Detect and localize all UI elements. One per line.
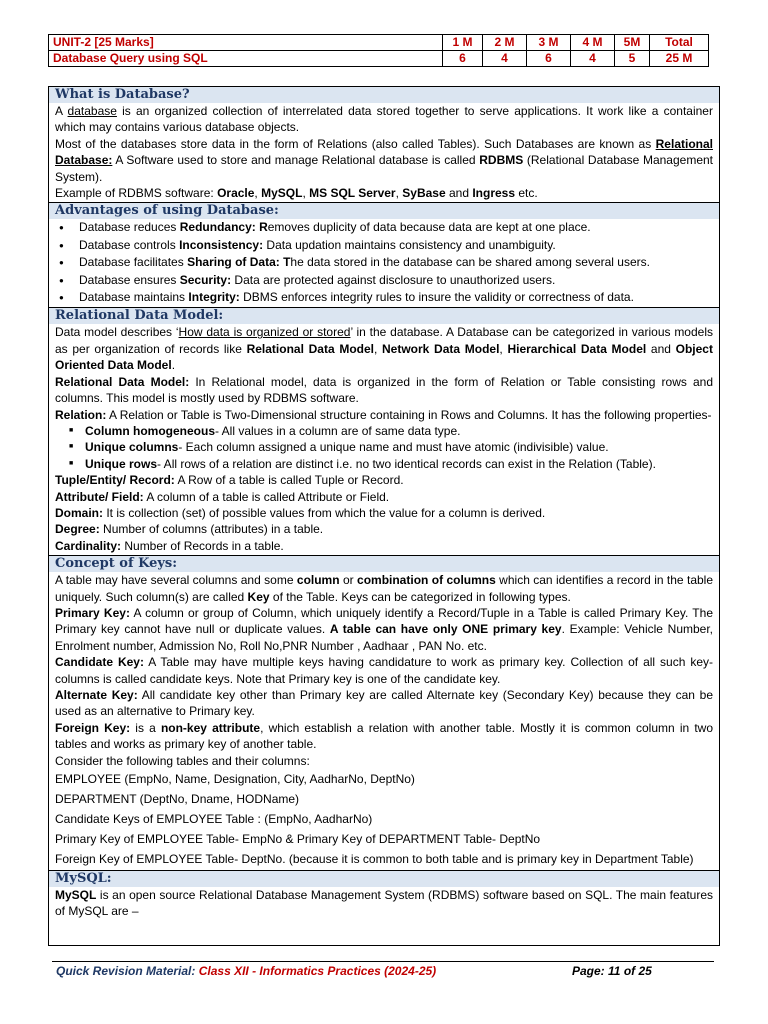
example-primary-keys: Primary Key of EMPLOYEE Table- EmpNo & Primary Key of DEPARTMENT Table- DeptNo: [55, 832, 541, 847]
section-concept-of-keys: [49, 556, 719, 871]
col-3m: 3 M: [527, 35, 571, 51]
attribute-definition: Attribute/ Field: A column of a table is called Attribute or Field.: [55, 489, 390, 504]
footer-title: Quick Revision Material: Class XII - Informatics Practices (2024-25): [56, 964, 437, 978]
list-item: ● Database controls Inconsistency: Data updation maintains consistency and unambiguity.: [55, 237, 713, 254]
marks-5m: 5: [615, 51, 650, 67]
list-item: ■ Unique rows- All rows of a relation are distinct i.e. no two identical records can exist in the Relation (Table).: [55, 456, 713, 472]
marks-table: [48, 34, 709, 67]
section-what-is-database: [49, 87, 719, 203]
heading-advantages: Advantages of using Database:: [49, 203, 719, 219]
content-box: [48, 86, 720, 946]
heading-relational-data-model: Relational Data Model:: [49, 308, 719, 324]
example-foreign-key: Foreign Key of EMPLOYEE Table- DeptNo. (because it is common to both table and is primary key in Department Table): [55, 852, 694, 867]
alternate-key-text: Alternate Key: All candidate key other than Primary key are called Alternate key (Secondary Key) because they can be used as an alternative to Primary key.: [55, 688, 713, 719]
advantages-list: [55, 219, 713, 306]
footer-divider: [52, 961, 714, 962]
domain-definition: Domain: It is collection (set) of possible values from which the value for a column is derived.: [55, 505, 546, 520]
candidate-key-text: Candidate Key: A Table may have multiple keys having candidature to work as primary key. Collection of all such key-columns is called candidate keys. Note that Primary key is one of the candidate key.: [55, 655, 714, 686]
degree-definition: Degree: Number of columns (attributes) in a table.: [55, 522, 324, 537]
marks-header-row: [49, 35, 709, 51]
rdbms-examples: Example of RDBMS software: Oracle, MySQL, MS SQL Server, SyBase and Ingress etc.: [55, 186, 538, 201]
foreign-key-text: Foreign Key: is a non-key attribute, which establish a relation with another table. Mostly it is common column in two tables and works as primary key of another table.: [55, 720, 713, 752]
marks-2m: 4: [483, 51, 527, 67]
unit-title: UNIT-2 [25 Marks]: [49, 35, 443, 51]
relational-database-text: Most of the databases store data in the form of Relations (also called Tables). Such Databases are known as Relational Database: A Software used to store and manage Relational database is called RDBMS (Relational Database Management System).: [55, 136, 714, 184]
tuple-definition: Tuple/Entity/ Record: A Row of a table is called Tuple or Record.: [55, 473, 404, 488]
section-relational-data-model: [49, 308, 719, 556]
heading-what-is-database: What is Database?: [49, 87, 719, 103]
consider-text: Consider the following tables and their columns:: [55, 753, 310, 768]
marks-1m: 6: [443, 51, 483, 67]
keys-intro: A table may have several columns and some column or combination of columns which can identifies a record in the table uniquely. Such column(s) are called Key of the Table. Keys can be categorized in following types.: [55, 573, 714, 604]
marks-4m: 4: [571, 51, 615, 67]
marks-3m: 6: [527, 51, 571, 67]
mysql-text: MySQL is an open source Relational Database Management System (RDBMS) software based on SQL. The main features of MySQL are –: [55, 888, 713, 919]
cardinality-definition: Cardinality: Number of Records in a table.: [55, 538, 284, 553]
relational-model-text: Relational Data Model: In Relational model, data is organized in the form of Relation or Table consisting rows and columns. This model is mostly used by RDBMS software.: [55, 374, 713, 406]
col-total: Total: [650, 35, 709, 51]
list-item: ■ Column homogeneous- All values in a column are of same data type.: [55, 423, 713, 439]
list-item: ■ Unique columns- Each column assigned a unique name and must have atomic (indivisible) value.: [55, 439, 713, 455]
col-1m: 1 M: [443, 35, 483, 51]
database-definition: A database is an organized collection of interrelated data stored together to serve applications. It work like a container which may contains various database objects.: [55, 104, 713, 135]
list-item: ● Database reduces Redundancy: Removes duplicity of data because data are kept at one place.: [55, 219, 713, 236]
section-mysql: [49, 871, 719, 921]
heading-mysql: MySQL:: [49, 871, 719, 887]
marks-value-row: [49, 51, 709, 67]
list-item: ● Database facilitates Sharing of Data: The data stored in the database can be shared among several users.: [55, 254, 713, 271]
list-item: ● Database maintains Integrity: DBMS enforces integrity rules to insure the validity or correctness of data.: [55, 289, 713, 306]
marks-total: 25 M: [650, 51, 709, 67]
relation-properties-list: [55, 423, 713, 472]
list-item: ● Database ensures Security: Data are protected against disclosure to unauthorized users.: [55, 272, 713, 289]
example-employee: EMPLOYEE (EmpNo, Name, Designation, City, AadharNo, DeptNo): [55, 772, 415, 787]
footer-page-number: Page: 11 of 25: [572, 964, 652, 978]
relation-text: Relation: A Relation or Table is Two-Dimensional structure containing in Rows and Columns. It has the following properties-: [55, 407, 712, 422]
data-model-text: Data model describes ‘How data is organized or stored’ in the database. A Database can be categorized in various models as per organization of records like Relational Data Model, Network Data Model, Hierarchical Data Model and Object Oriented Data Model.: [55, 325, 713, 373]
heading-concept-of-keys: Concept of Keys:: [49, 556, 719, 572]
col-5m: 5M: [615, 35, 650, 51]
col-4m: 4 M: [571, 35, 615, 51]
primary-key-text: Primary Key: A column or group of Column, which uniquely identify a Record/Tuple in a Table is called Primary Key. The Primary key cannot have null or duplicate values. A table can have only ONE primary key. Example: Vehicle Number, Enrolment number, Admission No, Roll No,PNR Number , Aadhaar , PAN No. etc.: [55, 605, 714, 653]
example-department: DEPARTMENT (DeptNo, Dname, HODName): [55, 792, 300, 807]
topic-title: Database Query using SQL: [49, 51, 443, 67]
example-candidate-keys: Candidate Keys of EMPLOYEE Table : (EmpNo, AadharNo): [55, 812, 373, 827]
col-2m: 2 M: [483, 35, 527, 51]
section-advantages: [49, 203, 719, 308]
